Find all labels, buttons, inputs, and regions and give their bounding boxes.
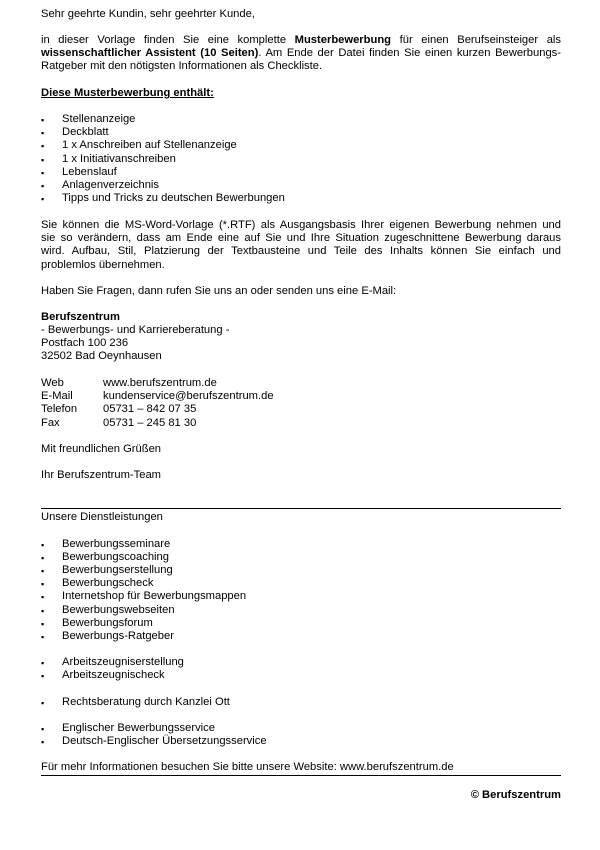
contact-label: Fax [41, 416, 60, 429]
intro-text: in dieser Vorlage finden Sie eine komplette [41, 34, 295, 46]
bullet-icon: ▪ [41, 553, 45, 564]
bullet-icon: ▪ [41, 128, 45, 139]
intro-text: für einen Berufseinsteiger als [391, 34, 561, 46]
bullet-icon: ▪ [41, 181, 45, 191]
bullet-icon: ▪ [41, 631, 45, 642]
bullet-icon: ▪ [41, 115, 45, 125]
bullet-icon: ▪ [41, 579, 45, 590]
list-item: Bewerbungserstellung [62, 564, 173, 577]
list-item: Stellenanzeige [62, 113, 136, 125]
usage-line: sie so verändern, dass am Ende eine auf Sie und Ihre Situation zugeschnittene Bewerbung daraus [41, 232, 561, 245]
list-item: Bewerbungswebseiten [62, 603, 175, 616]
divider-bottom [41, 775, 561, 776]
company-name: Berufszentrum [41, 311, 120, 323]
contact-label: Web [41, 377, 64, 389]
bullet-icon: ▪ [41, 724, 45, 734]
list-item: Bewerbungscheck [62, 577, 154, 590]
contact-value: 05731 – 842 07 35 [103, 403, 197, 416]
bullet-icon: ▪ [41, 141, 45, 152]
usage-line: Sie können die MS-Word-Vorlage (*.RTF) als Ausgangsbasis Ihrer eigenen Bewerbung nehmen und [41, 219, 561, 231]
list-item: Bewerbungscoaching [62, 551, 169, 564]
contact-value: kundenservice@berufszentrum.de [103, 390, 274, 403]
greeting: Sehr geehrte Kundin, sehr geehrter Kunde, [41, 8, 255, 20]
list-item: 1 x Initiativanschreiben [62, 152, 176, 165]
contact-label: Telefon [41, 403, 78, 416]
contents-heading: Diese Musterbewerbung enthält: [41, 87, 214, 99]
intro-highlight: Musterbewerbung [294, 34, 392, 46]
intro-line-2 [41, 47, 561, 60]
bullet-icon: ▪ [41, 154, 45, 165]
contact-value: www.berufszentrum.de [103, 377, 217, 389]
list-item: Englischer Bewerbungsservice [62, 722, 215, 734]
list-item: Arbeitszeugniserstellung [62, 656, 184, 668]
more-info-text: Für mehr Informationen besuchen Sie bitte unsere Website: www.berufszentrum.de [41, 761, 454, 773]
list-item: Arbeitszeugnischeck [62, 669, 165, 682]
bullet-icon: ▪ [41, 658, 45, 668]
closing: Mit freundlichen Grüßen [41, 443, 162, 455]
list-item: Anlagenverzeichnis [62, 179, 160, 191]
intro-text: . Am Ende der Datei finden Sie einen kurzen Bewerbungs- [258, 47, 561, 59]
intro-highlight: wissenschaftlicher Assistent (10 Seiten) [41, 47, 259, 59]
intro-line-1 [41, 34, 561, 47]
usage-line: problemlos übernehmen. [41, 258, 165, 271]
list-item: Bewerbungsforum [62, 616, 153, 629]
bullet-icon: ▪ [41, 737, 45, 748]
company-city: 32502 Bad Oeynhausen [41, 350, 162, 362]
bullet-icon: ▪ [41, 592, 45, 603]
list-item: 1 x Anschreiben auf Stellenanzeige [62, 139, 237, 152]
bullet-icon: ▪ [41, 618, 45, 629]
bullet-icon: ▪ [41, 194, 45, 205]
list-item: Internetshop für Bewerbungsmappen [62, 590, 247, 603]
list-item: Lebenslauf [62, 165, 117, 178]
list-item: Rechtsberatung durch Kanzlei Ott [62, 696, 230, 708]
bullet-icon: ▪ [41, 671, 45, 682]
bullet-icon: ▪ [41, 605, 45, 616]
list-item: Deutsch-Englischer Übersetzungsservice [62, 735, 267, 748]
signature: Ihr Berufszentrum-Team [41, 469, 161, 481]
contact-label: E-Mail [41, 390, 73, 403]
questions-text: Haben Sie Fragen, dann rufen Sie uns an oder senden uns eine E-Mail: [41, 285, 397, 297]
bullet-icon: ▪ [41, 566, 45, 577]
company-street: Postfach 100 236 [41, 337, 129, 349]
intro-line-3: Ratgeber mit den nötigsten Informationen als Checkliste. [41, 60, 323, 72]
bullet-icon: ▪ [41, 698, 45, 708]
company-subtitle: - Bewerbungs- und Karriereberatung - [41, 324, 230, 336]
bullet-icon: ▪ [41, 167, 45, 178]
divider-top [41, 508, 561, 509]
copyright: © Berufszentrum [470, 789, 561, 801]
bullet-icon: ▪ [41, 540, 45, 550]
services-heading: Unsere Dienstleistungen [41, 511, 163, 523]
contact-value: 05731 – 245 81 30 [103, 416, 197, 429]
list-item: Bewerbungsseminare [62, 538, 171, 550]
list-item: Tipps und Tricks zu deutschen Bewerbungen [62, 192, 285, 205]
usage-line: wird. Aufbau, Stil, Platzierung der Textbausteine und Teile des Inhalts können Sie einfach und [41, 245, 561, 258]
list-item: Bewerbungs-Ratgeber [62, 629, 174, 642]
list-item: Deckblatt [62, 126, 109, 139]
